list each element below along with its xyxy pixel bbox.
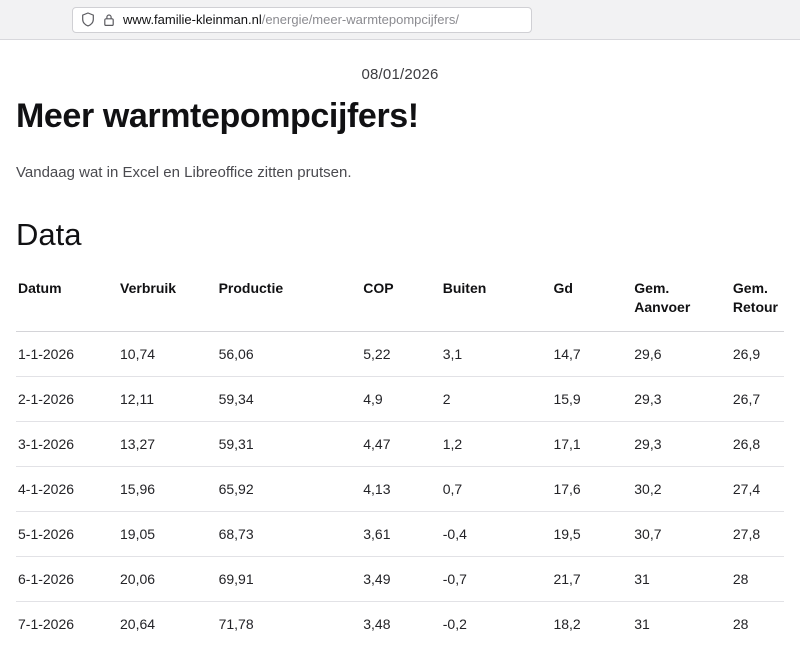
cell-buiten: 2 <box>441 376 552 421</box>
table-row <box>16 556 784 601</box>
table-row <box>16 466 784 511</box>
column-header-datum: Datum <box>16 279 118 331</box>
cell-gem-aanvoer: 31 <box>632 556 731 601</box>
cell-datum: 2-1-2026 <box>16 376 118 421</box>
cell-gem-retour: 28 <box>732 615 749 632</box>
cell-buiten: -0,2 <box>442 615 467 632</box>
cell-gd: 21,7 <box>551 556 632 601</box>
cell-datum: 3-1-2026 <box>16 421 118 466</box>
table-row <box>16 376 784 421</box>
url-text[interactable] <box>123 12 459 27</box>
cell-gem-retour: 27,4 <box>731 466 784 511</box>
column-header-verbruik: Verbruik <box>118 279 217 331</box>
section-heading-data: Data <box>16 217 82 252</box>
cell-gem-retour: 26,8 <box>731 421 784 466</box>
cell-productie: 59,31 <box>217 421 362 466</box>
cell-gem-retour: 26,7 <box>731 376 784 421</box>
page-title: Meer warmtepompcijfers! <box>16 97 419 135</box>
column-header-gem-aanvoer: Gem. Aanvoer <box>632 279 731 331</box>
cell-verbruik: 12,11 <box>118 376 217 421</box>
shield-icon[interactable] <box>81 12 95 27</box>
article-body <box>0 66 800 646</box>
cell-datum: 6-1-2026 <box>16 556 118 601</box>
cell-productie: 56,06 <box>217 331 362 376</box>
cell-verbruik: 19,05 <box>118 511 217 556</box>
cell-verbruik: 20,64 <box>120 615 156 632</box>
address-bar[interactable] <box>72 7 532 33</box>
cell-productie: 68,73 <box>217 511 362 556</box>
cell-gd: 18,2 <box>553 615 581 632</box>
cell-cop: 4,47 <box>361 421 441 466</box>
cell-gd: 15,9 <box>551 376 632 421</box>
cell-gem-aanvoer: 30,2 <box>632 466 731 511</box>
cell-cop: 3,48 <box>363 615 391 632</box>
cell-cop: 4,9 <box>361 376 441 421</box>
cell-buiten: 0,7 <box>441 466 552 511</box>
cell-gem-aanvoer: 30,7 <box>632 511 731 556</box>
url-host: www.familie-kleinman.nl <box>123 12 262 27</box>
column-header-gem-retour: Gem. Retour <box>731 279 784 331</box>
article-date: 08/01/2026 <box>361 66 439 83</box>
cell-productie: 65,92 <box>217 466 362 511</box>
cell-productie: 59,34 <box>217 376 362 421</box>
table-row <box>16 421 784 466</box>
cell-datum: 1-1-2026 <box>16 331 118 376</box>
table-row <box>16 331 784 376</box>
cell-datum: 7-1-2026 <box>18 615 75 632</box>
cell-productie: 71,78 <box>218 615 254 632</box>
cell-gd: 19,5 <box>551 511 632 556</box>
cell-gem-retour: 27,8 <box>731 511 784 556</box>
column-header-cop: COP <box>361 279 441 331</box>
lock-icon[interactable] <box>103 13 115 27</box>
cell-cop: 5,22 <box>361 331 441 376</box>
table-row <box>16 601 784 646</box>
cell-datum: 5-1-2026 <box>16 511 118 556</box>
cell-gem-aanvoer: 29,6 <box>632 331 731 376</box>
cell-gem-aanvoer: 29,3 <box>632 421 731 466</box>
cell-verbruik: 10,74 <box>118 331 217 376</box>
cell-verbruik: 20,06 <box>118 556 217 601</box>
cell-gd: 17,6 <box>551 466 632 511</box>
measurements-table <box>16 279 784 646</box>
cell-buiten: -0,4 <box>441 511 552 556</box>
cell-datum: 4-1-2026 <box>16 466 118 511</box>
cell-verbruik: 15,96 <box>118 466 217 511</box>
cell-cop: 3,49 <box>361 556 441 601</box>
cell-gem-retour: 28 <box>731 556 784 601</box>
column-header-buiten: Buiten <box>441 279 552 331</box>
cell-buiten: 1,2 <box>441 421 552 466</box>
cell-gem-aanvoer: 31 <box>634 615 650 632</box>
cell-productie: 69,91 <box>217 556 362 601</box>
cell-gem-retour: 26,9 <box>731 331 784 376</box>
cell-gd: 14,7 <box>551 331 632 376</box>
column-header-gd: Gd <box>551 279 632 331</box>
browser-toolbar <box>0 0 800 40</box>
table-header-row <box>16 279 784 331</box>
cell-verbruik: 13,27 <box>118 421 217 466</box>
table-row <box>16 511 784 556</box>
cell-buiten: 3,1 <box>441 331 552 376</box>
url-path: /energie/meer-warmtepompcijfers/ <box>261 12 459 27</box>
cell-cop: 3,61 <box>361 511 441 556</box>
cell-buiten: -0,7 <box>441 556 552 601</box>
cell-cop: 4,13 <box>361 466 441 511</box>
cell-gem-aanvoer: 29,3 <box>632 376 731 421</box>
article-lede: Vandaag wat in Excel en Libreoffice zitten prutsen. <box>16 164 352 181</box>
column-header-productie: Productie <box>217 279 362 331</box>
cell-gd: 17,1 <box>551 421 632 466</box>
